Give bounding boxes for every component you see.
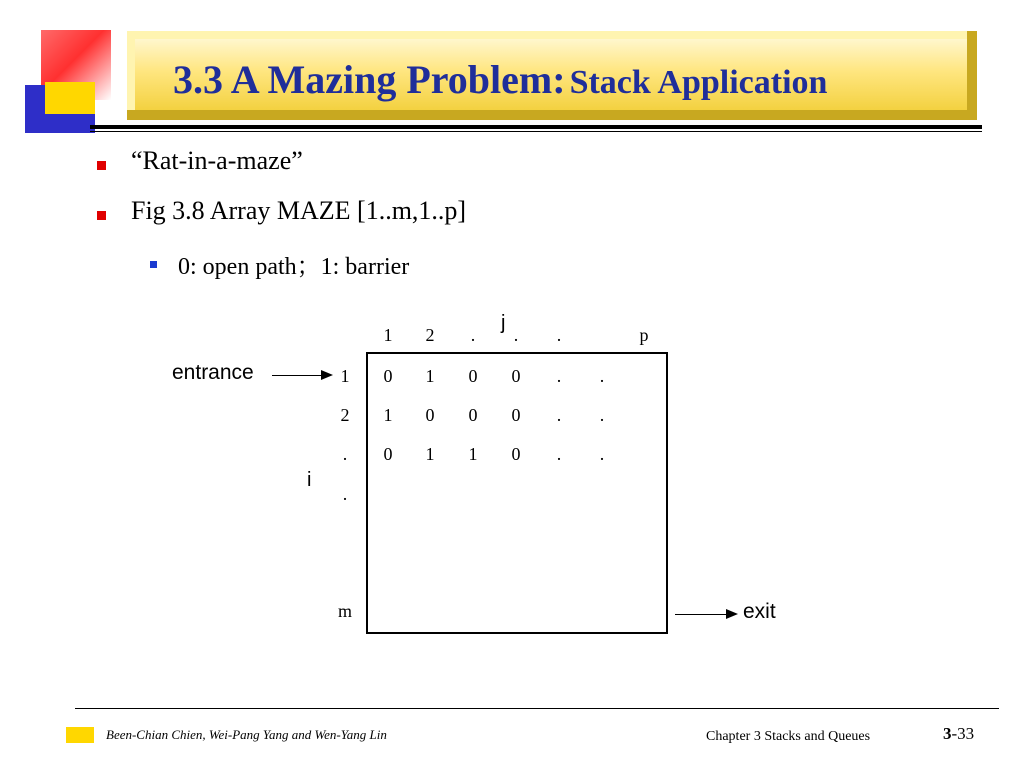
maze-row-header: .: [342, 444, 348, 464]
bullet-marker: [97, 161, 106, 170]
maze-cell: 0: [511, 366, 521, 386]
maze-cell: 0: [511, 444, 521, 464]
maze-cell: 0: [511, 405, 521, 425]
footer-authors: Been-Chian Chien, Wei-Pang Yang and Wen-Yang Lin: [106, 727, 387, 742]
sub-bullet-marker: [150, 261, 157, 268]
maze-cell: 0: [468, 405, 478, 425]
maze-col-header: 2: [425, 325, 435, 345]
maze-cell: 0: [383, 366, 393, 386]
maze-cell: 1: [425, 366, 435, 386]
sub-bullet-text: 0: open path；1: barrier: [178, 254, 410, 280]
entrance-arrow-head: [321, 370, 333, 380]
decorative-yellow-square: [45, 82, 95, 114]
maze-row-header: 2: [340, 405, 350, 425]
bullet-text: “Rat-in-a-maze”: [131, 146, 303, 175]
maze-cell: .: [556, 444, 562, 464]
maze-row-header: 1: [340, 366, 350, 386]
entrance-arrow: [272, 375, 322, 376]
maze-cell: 0: [468, 366, 478, 386]
maze-cell: .: [556, 405, 562, 425]
exit-arrow-head: [726, 609, 738, 619]
maze-cell: 0: [425, 405, 435, 425]
exit-label: exit: [743, 600, 776, 623]
footer-decorative-box: [66, 727, 94, 743]
maze-col-header: .: [513, 325, 519, 345]
maze-col-header: p: [639, 325, 649, 345]
maze-cell: .: [599, 405, 605, 425]
footer-page-number: [943, 724, 974, 744]
title-rule-thick: [90, 125, 982, 129]
maze-cell: .: [599, 366, 605, 386]
maze-row-label: i: [307, 469, 312, 491]
maze-cell: 0: [383, 444, 393, 464]
entrance-label: entrance: [172, 361, 254, 384]
slide-title: [173, 56, 963, 103]
maze-cell: 1: [425, 444, 435, 464]
maze-col-header: .: [556, 325, 562, 345]
maze-col-label: j: [501, 312, 506, 334]
slide-title-main: 3.3 A Mazing Problem:: [173, 57, 566, 102]
maze-cell: 1: [468, 444, 478, 464]
maze-cell: 1: [383, 405, 393, 425]
slide-title-sub: Stack Application: [569, 64, 828, 101]
bullet-marker: [97, 211, 106, 220]
exit-arrow: [675, 614, 727, 615]
bullet-text: Fig 3.8 Array MAZE [1..m,1..p]: [131, 196, 467, 225]
maze-row-header: .: [342, 484, 348, 504]
footer-page-slide: -33: [951, 724, 975, 743]
maze-cell: .: [556, 366, 562, 386]
maze-col-header: 1: [383, 325, 393, 345]
maze-row-header: m: [337, 601, 352, 621]
footer-chapter: Chapter 3 Stacks and Queues: [706, 729, 871, 744]
footer-page-chapter: 3: [943, 724, 952, 743]
footer-rule: [75, 708, 999, 709]
maze-cell: .: [599, 444, 605, 464]
maze-grid: [366, 352, 668, 634]
maze-col-header: .: [470, 325, 476, 345]
title-rule-thin: [90, 131, 982, 132]
